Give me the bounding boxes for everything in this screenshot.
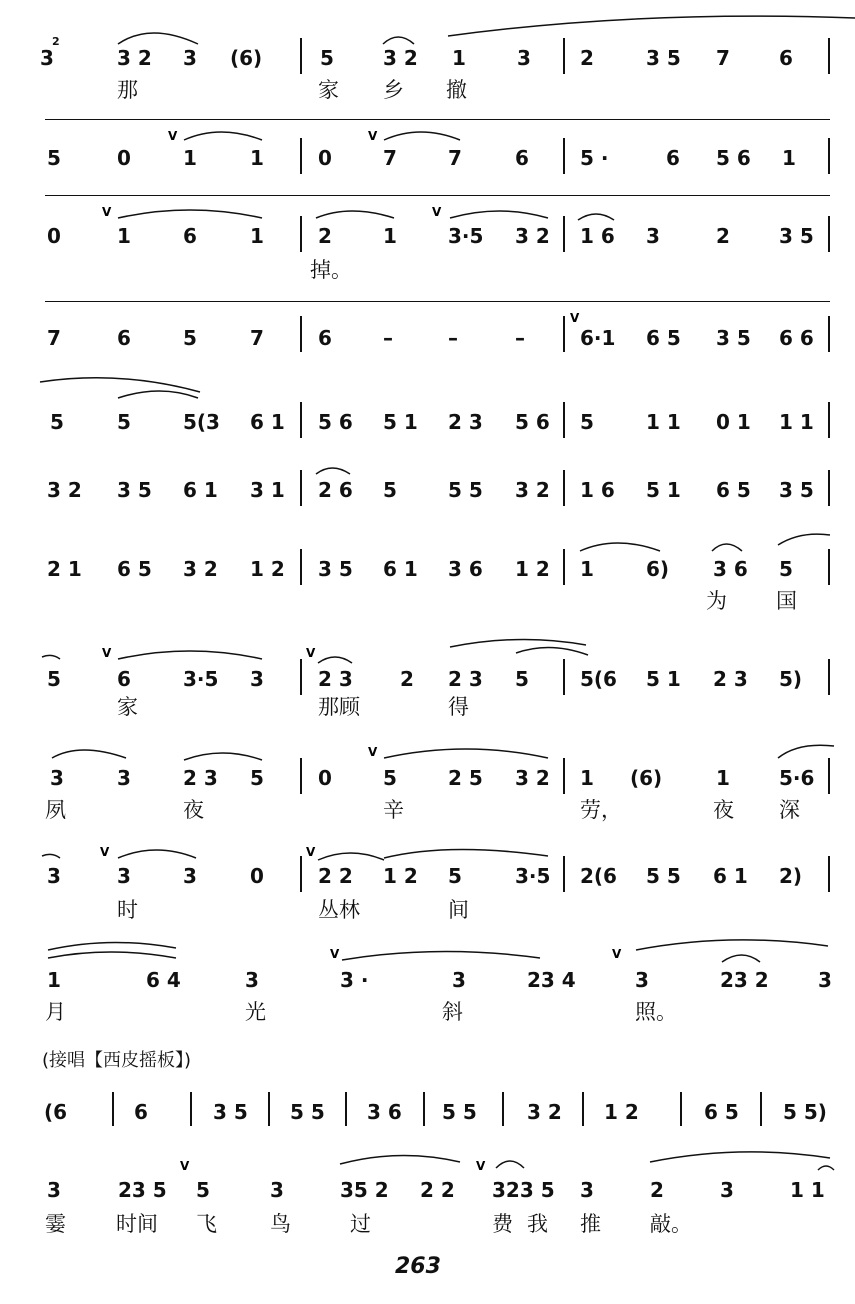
note: 1 [716, 766, 730, 790]
lyric: 夜 [713, 798, 734, 822]
barline [828, 659, 830, 695]
note: 35 2 [340, 1178, 389, 1202]
note: 2 3 [448, 667, 483, 691]
barline [828, 216, 830, 252]
note: 5 [580, 410, 594, 434]
barline [828, 758, 830, 794]
note: 6 [183, 224, 197, 248]
note: 2 6 [318, 478, 353, 502]
barline [300, 659, 302, 695]
staff-row [0, 730, 855, 830]
svg-text:V: V [330, 947, 340, 961]
barline [300, 549, 302, 585]
note: 3 2 [47, 478, 82, 502]
note: 6 6 [779, 326, 814, 350]
note: 5 [47, 667, 61, 691]
note: 6 [117, 326, 131, 350]
note: 5 [250, 766, 264, 790]
note: 3 5 [779, 224, 814, 248]
barline [680, 1092, 682, 1126]
lyric: 鸟 [270, 1212, 291, 1236]
note: 3 [580, 1178, 594, 1202]
svg-text:V: V [612, 947, 622, 961]
note: 3 6 [367, 1100, 402, 1124]
interlude-row [0, 1080, 855, 1140]
note: 0 [117, 146, 131, 170]
note: 3 [818, 968, 832, 992]
note: – [515, 326, 525, 350]
staff-row [0, 196, 855, 301]
note: 7 [250, 326, 264, 350]
note: 5 5 [646, 864, 681, 888]
svg-text:V: V [100, 845, 110, 859]
barline [563, 549, 565, 585]
note: 1 1 [779, 410, 814, 434]
note: 2 [318, 224, 332, 248]
note: 5(6 [580, 667, 617, 691]
note: 5 [50, 410, 64, 434]
lyric: 乡 [383, 78, 404, 102]
note: 3 [47, 864, 61, 888]
barline [112, 1092, 114, 1126]
note: 3 2 [383, 46, 418, 70]
barline [760, 1092, 762, 1126]
note: 6 [117, 667, 131, 691]
note: 5 5) [783, 1100, 827, 1124]
note: 23 4 [527, 968, 576, 992]
note: 6 5 [716, 478, 751, 502]
lyric: 辛 [383, 798, 404, 822]
note: 3 2 [515, 766, 550, 790]
svg-text:V: V [168, 129, 178, 143]
note: 1 2 [604, 1100, 639, 1124]
lyric: 撤 [446, 78, 467, 102]
barline [828, 138, 830, 174]
note: 3 2 [515, 224, 550, 248]
lyric: 夜 [183, 798, 204, 822]
note: 6) [646, 557, 670, 581]
barline [563, 38, 565, 74]
note: 23 2 [720, 968, 769, 992]
note: 1 [452, 46, 466, 70]
note: 1 [383, 224, 397, 248]
lyric: 得 [448, 695, 469, 719]
svg-text:V: V [368, 129, 378, 143]
note: 1 [117, 224, 131, 248]
barline [190, 1092, 192, 1126]
note: 1 1 [646, 410, 681, 434]
barline [828, 470, 830, 506]
note: 5 [383, 766, 397, 790]
lyric: 间 [448, 898, 469, 922]
note: 0 [318, 146, 332, 170]
note: 3 [183, 864, 197, 888]
lyric: 飞 [196, 1212, 217, 1236]
lyric: 家 [117, 695, 138, 719]
note: 1 [580, 766, 594, 790]
note: 2(6 [580, 864, 617, 888]
note: 7 [716, 46, 730, 70]
barline [828, 316, 830, 352]
lyric: 那 [117, 78, 138, 102]
note: 3 [117, 766, 131, 790]
note: 7 [47, 326, 61, 350]
lyric: 家 [318, 78, 339, 102]
note: 6 [134, 1100, 148, 1124]
barline [345, 1092, 347, 1126]
lyric: 时 [117, 898, 138, 922]
note: 3 [47, 1178, 61, 1202]
note: 3 5 [716, 326, 751, 350]
barline [300, 470, 302, 506]
staff-row [0, 830, 855, 930]
barline [828, 38, 830, 74]
note: 6 5 [117, 557, 152, 581]
note: 3 [40, 46, 54, 70]
barline [268, 1092, 270, 1126]
note: 5 [47, 146, 61, 170]
note: 3·5 [515, 864, 551, 888]
note: 5 6 [716, 146, 751, 170]
staff-row [0, 370, 855, 440]
note: 3 1 [250, 478, 285, 502]
note: 5 [183, 326, 197, 350]
lyric: 深 [779, 798, 800, 822]
note: 1 [250, 146, 264, 170]
barline [563, 402, 565, 438]
lyric: 月 [45, 1000, 66, 1024]
note: 3 5 [646, 46, 681, 70]
note: 2 3 [448, 410, 483, 434]
note: 0 [318, 766, 332, 790]
note: 6 [318, 326, 332, 350]
note: 3 5 [213, 1100, 248, 1124]
note: 1 [782, 146, 796, 170]
page-number: 263 [395, 1254, 441, 1279]
staff-row [0, 0, 855, 115]
note: 3 [183, 46, 197, 70]
note: 5 [779, 557, 793, 581]
note: 2 [650, 1178, 664, 1202]
note: 2) [779, 864, 803, 888]
lyric: 霎 [45, 1212, 66, 1236]
note: 5(3 [183, 410, 220, 434]
note: 1 [250, 224, 264, 248]
note: 3 [635, 968, 649, 992]
note: 6 [666, 146, 680, 170]
note: 323 5 [492, 1178, 555, 1202]
note: 5 [320, 46, 334, 70]
note: 5 [383, 478, 397, 502]
note: 3 [245, 968, 259, 992]
lyric: 劳， [580, 798, 622, 822]
note: 3 6 [713, 557, 748, 581]
note: 3 [517, 46, 531, 70]
note: 2 [716, 224, 730, 248]
note: 0 1 [716, 410, 751, 434]
note: 3 [50, 766, 64, 790]
note: 7 [383, 146, 397, 170]
barline [828, 549, 830, 585]
note: (6) [630, 766, 663, 790]
note: 5) [779, 667, 803, 691]
barline [563, 216, 565, 252]
note: 5 1 [646, 667, 681, 691]
note: 3 [270, 1178, 284, 1202]
note: 5 [196, 1178, 210, 1202]
note: 5 [515, 667, 529, 691]
note: 7 [448, 146, 462, 170]
svg-text:V: V [306, 646, 316, 660]
note: 6 1 [183, 478, 218, 502]
note: 5 6 [515, 410, 550, 434]
note: 3 6 [448, 557, 483, 581]
staff-row [0, 525, 855, 635]
note: 1 6 [580, 224, 615, 248]
barline [300, 402, 302, 438]
note: 5 1 [383, 410, 418, 434]
barline [582, 1092, 584, 1126]
note: 3 2 [183, 557, 218, 581]
note: 1 1 [790, 1178, 825, 1202]
staff-row [0, 635, 855, 730]
barline [300, 316, 302, 352]
lyric: 为 [706, 589, 727, 613]
lyric: 丛林 [318, 898, 360, 922]
svg-text:V: V [102, 646, 112, 660]
note: 5 5 [448, 478, 483, 502]
note: 5 · [580, 146, 609, 170]
barline [300, 758, 302, 794]
note: 1 2 [250, 557, 285, 581]
note: 2 2 [420, 1178, 455, 1202]
note: 3 [720, 1178, 734, 1202]
lyric: 费 [492, 1212, 513, 1236]
barline [828, 402, 830, 438]
lyric: 推 [580, 1212, 601, 1236]
note: 2 3 [713, 667, 748, 691]
note: 3 5 [779, 478, 814, 502]
note: 3 [452, 968, 466, 992]
barline [563, 758, 565, 794]
note: 1 2 [515, 557, 550, 581]
staff-row [0, 930, 855, 1030]
note: 0 [47, 224, 61, 248]
note: 3 2 [515, 478, 550, 502]
lyric: 我 [527, 1212, 548, 1236]
barline [300, 856, 302, 892]
barline [828, 856, 830, 892]
note: 23 5 [118, 1178, 167, 1202]
svg-text:V: V [432, 205, 442, 219]
note: 3 2 [117, 46, 152, 70]
barline [563, 659, 565, 695]
note: 1 [47, 968, 61, 992]
staff-row [0, 302, 855, 362]
lyric: 夙 [45, 798, 66, 822]
lyric: 过 [350, 1212, 371, 1236]
note: 3 5 [318, 557, 353, 581]
note: 6 [779, 46, 793, 70]
barline [300, 138, 302, 174]
note: 5 5 [290, 1100, 325, 1124]
note: 1 2 [383, 864, 418, 888]
note: 5 5 [442, 1100, 477, 1124]
svg-text:V: V [102, 205, 112, 219]
note: 3 5 [117, 478, 152, 502]
barline [563, 470, 565, 506]
note: 6 5 [646, 326, 681, 350]
lyric: 敲。 [650, 1212, 692, 1236]
barline [423, 1092, 425, 1126]
note: 1 [183, 146, 197, 170]
note: 3 2 [527, 1100, 562, 1124]
staff-row [0, 450, 855, 520]
note: 3 [117, 864, 131, 888]
note: 2 1 [47, 557, 82, 581]
note: 5 [448, 864, 462, 888]
lyric: 那顾 [318, 695, 360, 719]
note: (6 [44, 1100, 68, 1124]
note: 6 1 [250, 410, 285, 434]
svg-text:V: V [306, 845, 316, 859]
lyric: 光 [245, 1000, 266, 1024]
note: 6 1 [383, 557, 418, 581]
note: 6 5 [704, 1100, 739, 1124]
note: 6·1 [580, 326, 616, 350]
svg-text:V: V [476, 1159, 486, 1173]
note: 2 3 [318, 667, 353, 691]
note: 6 [515, 146, 529, 170]
note: 3 [250, 667, 264, 691]
svg-text:V: V [368, 745, 378, 759]
note: 2 3 [183, 766, 218, 790]
staff-row [0, 120, 855, 195]
lyric: 时间 [116, 1212, 158, 1236]
barline [300, 38, 302, 74]
note: 2 [400, 667, 414, 691]
staff-row [0, 1140, 855, 1250]
lyric: 照。 [635, 1000, 677, 1024]
note: 3·5 [448, 224, 484, 248]
note: 2 2 [318, 864, 353, 888]
note: 1 [580, 557, 594, 581]
barline [502, 1092, 504, 1126]
note: 0 [250, 864, 264, 888]
svg-text:V: V [570, 311, 580, 325]
lyric: 掉。 [310, 258, 352, 282]
svg-text:V: V [180, 1159, 190, 1173]
note: 1 6 [580, 478, 615, 502]
note: 5 6 [318, 410, 353, 434]
slur-layer [0, 196, 855, 301]
note: 6 1 [713, 864, 748, 888]
note: 6 4 [146, 968, 181, 992]
note: – [448, 326, 458, 350]
note: – [383, 326, 393, 350]
note: 5 1 [646, 478, 681, 502]
note: 3 [646, 224, 660, 248]
note: 3 · [340, 968, 369, 992]
section-header: (接唱【西皮摇板】) [42, 1050, 192, 1071]
note: 3·5 [183, 667, 219, 691]
lyric: 斜 [442, 1000, 463, 1024]
note: 2 5 [448, 766, 483, 790]
barline [563, 138, 565, 174]
note: 2 [580, 46, 594, 70]
barline [563, 856, 565, 892]
note: (6) [230, 46, 263, 70]
barline [563, 316, 565, 352]
note: 5 [117, 410, 131, 434]
lyric: 国 [776, 589, 797, 613]
note: 5·6 [779, 766, 815, 790]
barline [300, 216, 302, 252]
grace-note: 2 [52, 35, 60, 48]
